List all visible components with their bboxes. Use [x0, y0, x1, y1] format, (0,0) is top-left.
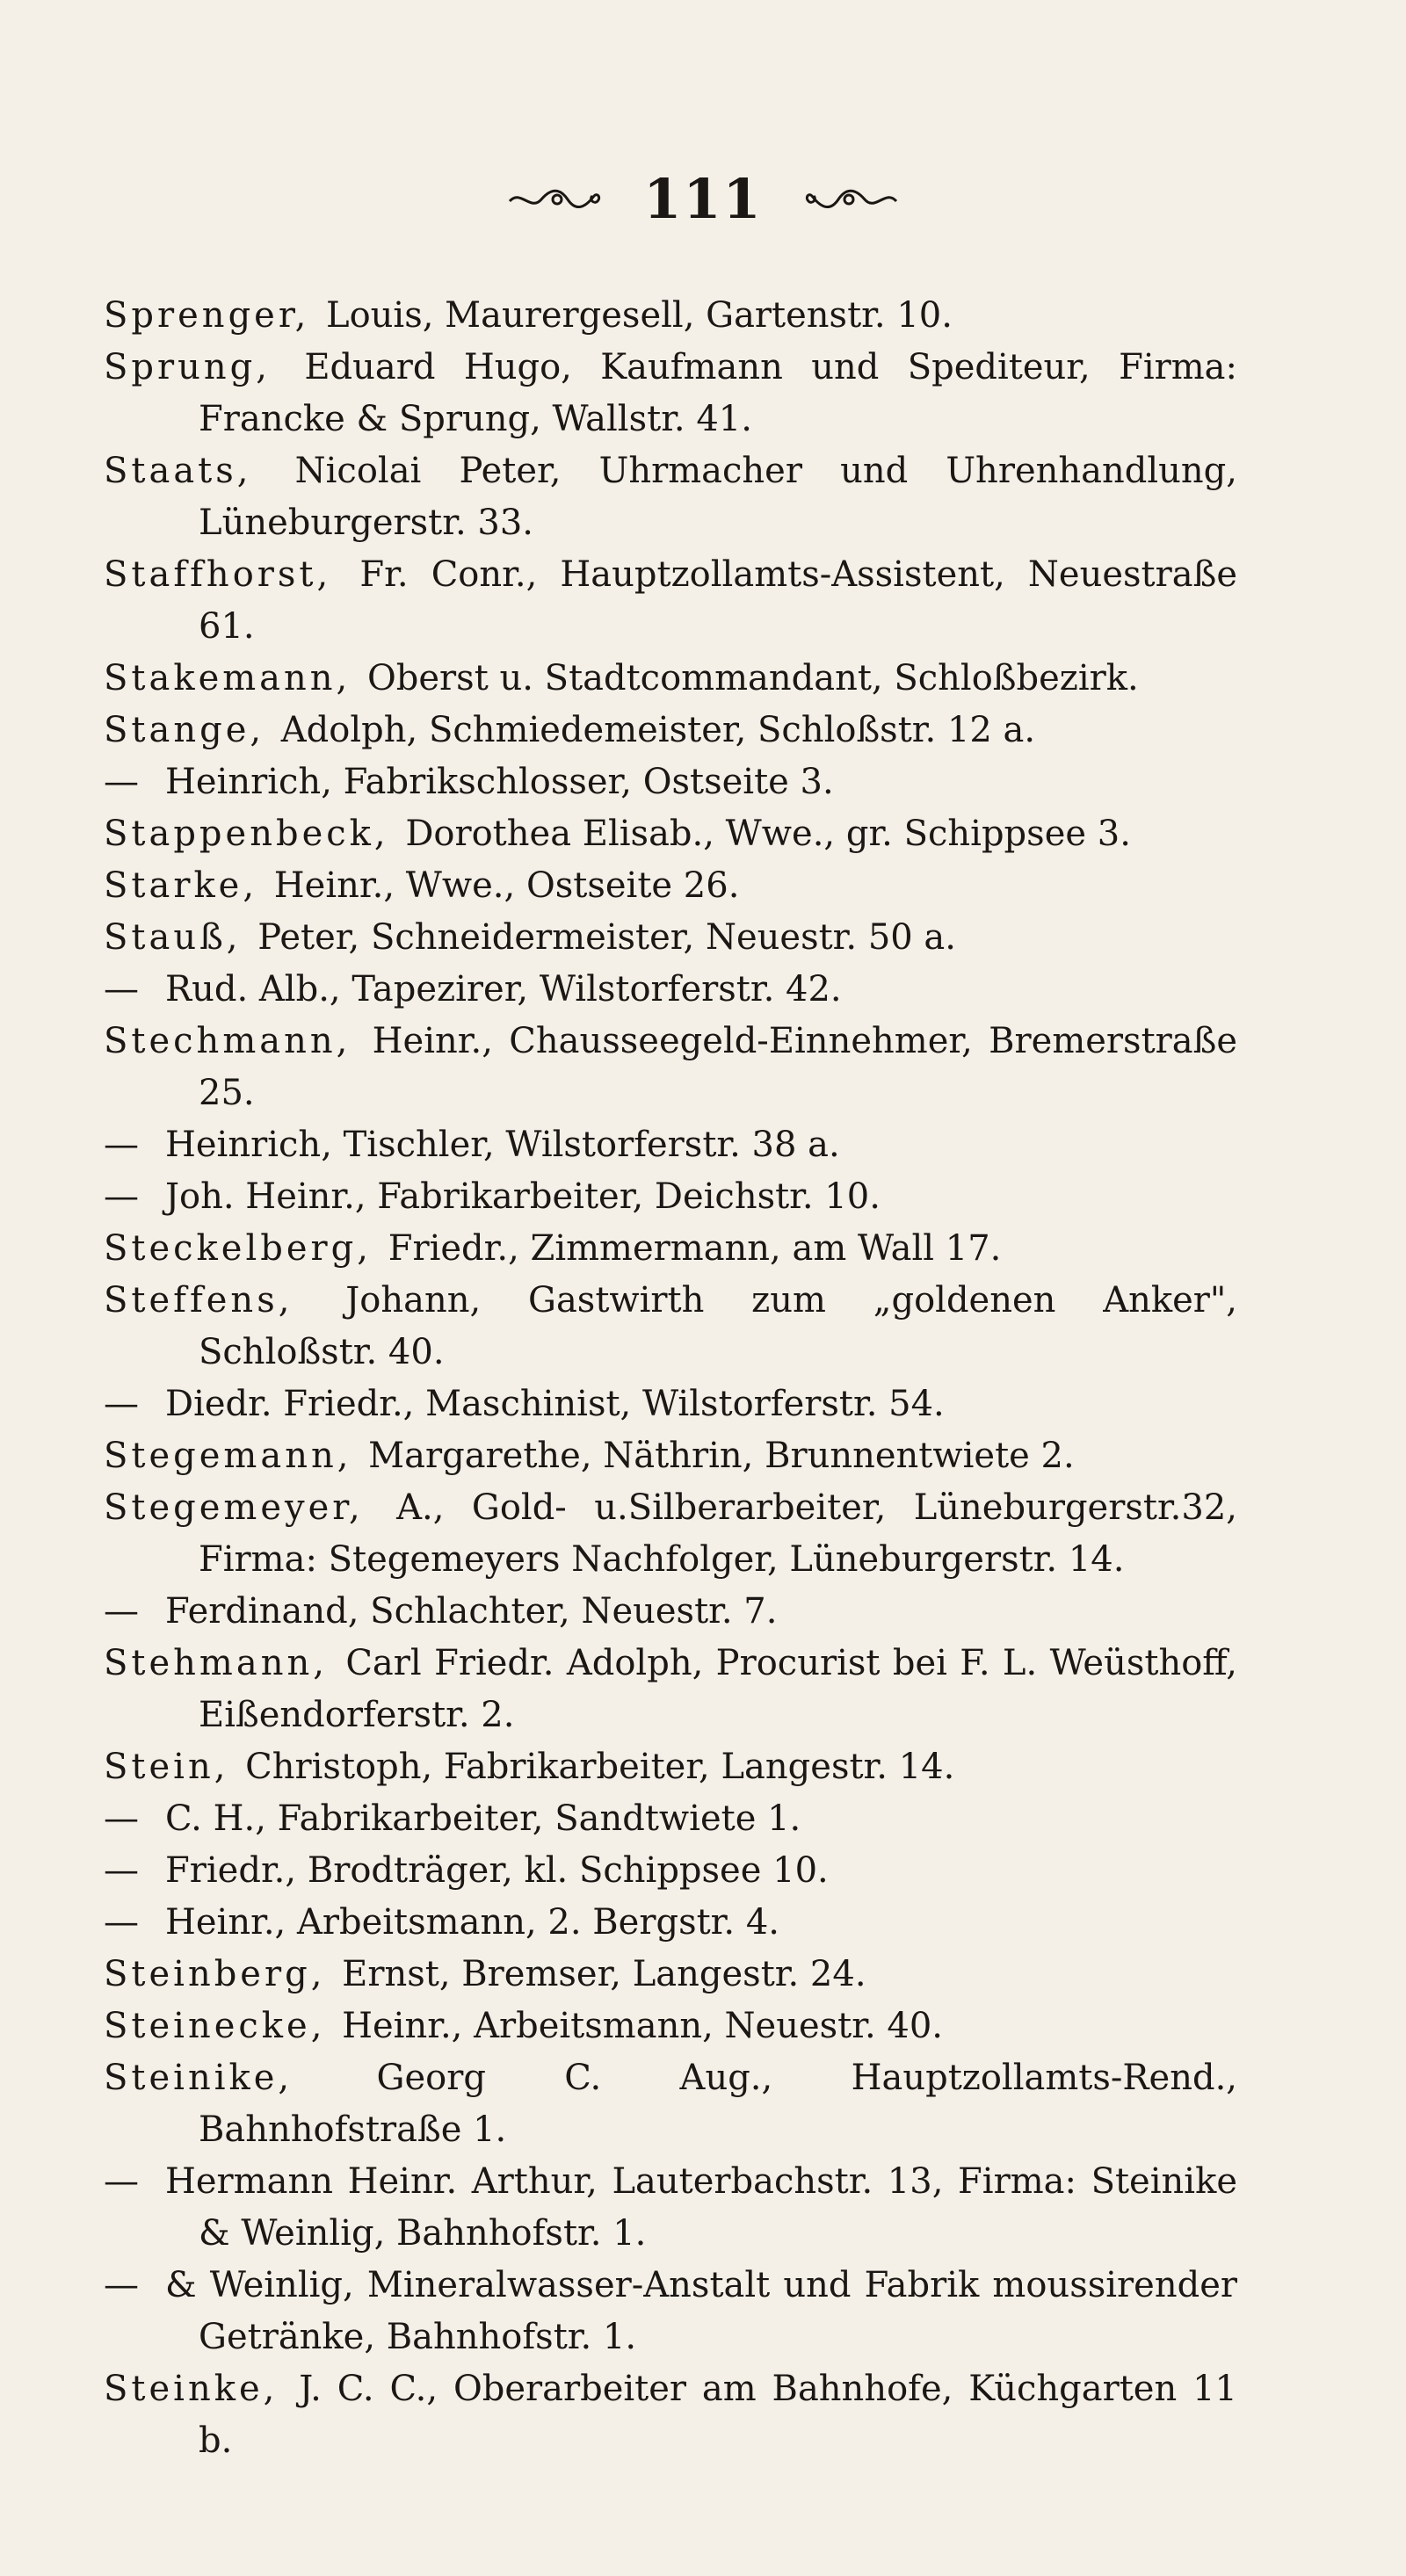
entry-surname: Steinberg,	[104, 1954, 326, 1994]
entry-surname: Sprenger,	[104, 295, 310, 336]
directory-entry	[104, 1378, 1237, 1430]
entry-details: Carl Friedr. Adolph, Procurist bei F. L. Weüsthoff, Eißendorferstr. 2.	[199, 1643, 1238, 1735]
directory-entry	[104, 1897, 1237, 1949]
entry-ditto-dash: —	[104, 1902, 139, 1943]
directory-entry	[104, 1223, 1237, 1275]
entry-surname: Starke,	[104, 865, 258, 906]
directory-entry-list	[104, 290, 1237, 2467]
entry-surname: Stappenbeck,	[104, 814, 389, 854]
right-ornament-icon	[803, 182, 900, 217]
directory-entry	[104, 1949, 1237, 2001]
entry-details: Heinr., Arbeitsmann, Neuestr. 40.	[342, 2006, 943, 2046]
entry-details: Hermann Heinr. Arthur, Lauterbachstr. 13, Firma: Steinike & Weinlig, Bahnhofstr. 1.	[165, 2161, 1237, 2254]
entry-ditto-dash: —	[104, 1384, 139, 1424]
left-ornament-icon	[506, 182, 603, 217]
entry-details: Diedr. Friedr., Maschinist, Wilstorferstr. 54.	[165, 1384, 945, 1424]
entry-details: Margarethe, Näthrin, Brunnentwiete 2.	[368, 1436, 1075, 1476]
entry-surname: Staffhorst,	[104, 554, 332, 595]
entry-ditto-dash: —	[104, 1850, 139, 1891]
entry-surname: Stechmann,	[104, 1021, 352, 1061]
entry-ditto-dash: —	[104, 1125, 139, 1165]
entry-details: Heinr., Chausseegeld-Einnehmer, Bremerstraße 25.	[199, 1021, 1237, 1113]
entry-details: Ernst, Bremser, Langestr. 24.	[342, 1954, 866, 1994]
directory-entry	[104, 1586, 1237, 1638]
entry-details: Georg C. Aug., Hauptzollamts-Rend., Bahnhofstraße 1.	[199, 2058, 1237, 2150]
directory-entry	[104, 342, 1237, 445]
page-number: 111	[643, 167, 763, 231]
entry-surname: Stakemann,	[104, 658, 352, 698]
directory-entry	[104, 756, 1237, 808]
entry-details: A., Gold- u.Silberarbeiter, Lüneburgerstr.32, Firma: Stegemeyers Nachfolger, Lüneburgerstr. 14.	[199, 1487, 1237, 1580]
directory-entry	[104, 808, 1237, 860]
entry-surname: Stegemeyer,	[104, 1487, 364, 1528]
entry-surname: Steckelberg,	[104, 1228, 372, 1269]
entry-details: Heinr., Arbeitsmann, 2. Bergstr. 4.	[165, 1902, 779, 1943]
directory-entry	[104, 1171, 1237, 1223]
entry-surname: Steinecke,	[104, 2006, 326, 2046]
entry-details: Dorothea Elisab., Wwe., gr. Schippsee 3.	[405, 814, 1131, 854]
page-header	[0, 167, 1406, 231]
entry-details: Eduard Hugo, Kaufmann und Spediteur, Firma: Francke & Sprung, Wallstr. 41.	[199, 347, 1237, 439]
entry-details: C. H., Fabrikarbeiter, Sandtwiete 1.	[165, 1798, 801, 1839]
entry-details: Nicolai Peter, Uhrmacher und Uhrenhandlung, Lüneburgerstr. 33.	[199, 451, 1237, 543]
entry-surname: Staats,	[104, 451, 252, 491]
entry-details: J. C. C., Oberarbeiter am Bahnhofe, Küchgarten 11 b.	[199, 2369, 1237, 2461]
directory-entry	[104, 1741, 1237, 1793]
directory-entry	[104, 2052, 1237, 2156]
directory-entry	[104, 964, 1237, 1016]
entry-surname: Stauß,	[104, 917, 242, 958]
entry-details: Ferdinand, Schlachter, Neuestr. 7.	[165, 1591, 778, 1632]
directory-entry	[104, 1793, 1237, 1845]
entry-details: Peter, Schneidermeister, Neuestr. 50 a.	[257, 917, 956, 958]
entry-details: Heinrich, Tischler, Wilstorferstr. 38 a.	[165, 1125, 840, 1165]
entry-details: & Weinlig, Mineralwasser-Anstalt und Fabrik moussirender Getränke, Bahnhofstr. 1.	[165, 2265, 1237, 2357]
entry-details: Oberst u. Stadtcommandant, Schloßbezirk.	[366, 658, 1139, 698]
entry-details: Friedr., Brodträger, kl. Schippsee 10.	[165, 1850, 829, 1891]
entry-surname: Stegemann,	[104, 1436, 352, 1476]
entry-surname: Steinike,	[104, 2058, 294, 2098]
entry-ditto-dash: —	[104, 2265, 139, 2305]
entry-ditto-dash: —	[104, 969, 139, 1009]
directory-entry	[104, 1638, 1237, 1741]
directory-entry	[104, 290, 1237, 342]
directory-entry	[104, 912, 1237, 964]
entry-details: Joh. Heinr., Fabrikarbeiter, Deichstr. 10.	[165, 1176, 881, 1217]
directory-entry	[104, 1430, 1237, 1482]
directory-entry	[104, 549, 1237, 653]
entry-ditto-dash: —	[104, 1591, 139, 1632]
entry-details: Christoph, Fabrikarbeiter, Langestr. 14.	[245, 1747, 955, 1787]
entry-details: Johann, Gastwirth zum „goldenen Anker", Schloßstr. 40.	[199, 1280, 1237, 1372]
directory-entry	[104, 2156, 1237, 2260]
directory-entry	[104, 1482, 1237, 1586]
directory-entry	[104, 445, 1237, 549]
entry-details: Heinr., Wwe., Ostseite 26.	[273, 865, 740, 906]
entry-surname: Stein,	[104, 1747, 229, 1787]
entry-surname: Sprung,	[104, 347, 271, 387]
entry-ditto-dash: —	[104, 2161, 139, 2202]
entry-surname: Steinke,	[104, 2369, 279, 2409]
entry-ditto-dash: —	[104, 1798, 139, 1839]
entry-surname: Stange,	[104, 710, 265, 750]
directory-entry	[104, 705, 1237, 756]
entry-surname: Stehmann,	[104, 1643, 328, 1683]
directory-entry	[104, 1119, 1237, 1171]
entry-ditto-dash: —	[104, 1176, 139, 1217]
entry-details: Louis, Maurergesell, Gartenstr. 10.	[326, 295, 953, 336]
entry-details: Friedr., Zimmermann, am Wall 17.	[388, 1228, 1002, 1269]
entry-details: Adolph, Schmiedemeister, Schloßstr. 12 a.	[280, 710, 1036, 750]
entry-details: Rud. Alb., Tapezirer, Wilstorferstr. 42.	[165, 969, 842, 1009]
entry-ditto-dash: —	[104, 762, 139, 802]
directory-entry	[104, 2260, 1237, 2363]
directory-entry	[104, 860, 1237, 912]
directory-entry	[104, 1275, 1237, 1378]
entry-details: Fr. Conr., Hauptzollamts-Assistent, Neuestraße 61.	[199, 554, 1237, 647]
directory-entry	[104, 1845, 1237, 1897]
entry-details: Heinrich, Fabrikschlosser, Ostseite 3.	[165, 762, 834, 802]
directory-entry	[104, 653, 1237, 705]
entry-surname: Steffens,	[104, 1280, 294, 1321]
directory-entry	[104, 2001, 1237, 2052]
directory-entry	[104, 1016, 1237, 1119]
directory-entry	[104, 2363, 1237, 2467]
